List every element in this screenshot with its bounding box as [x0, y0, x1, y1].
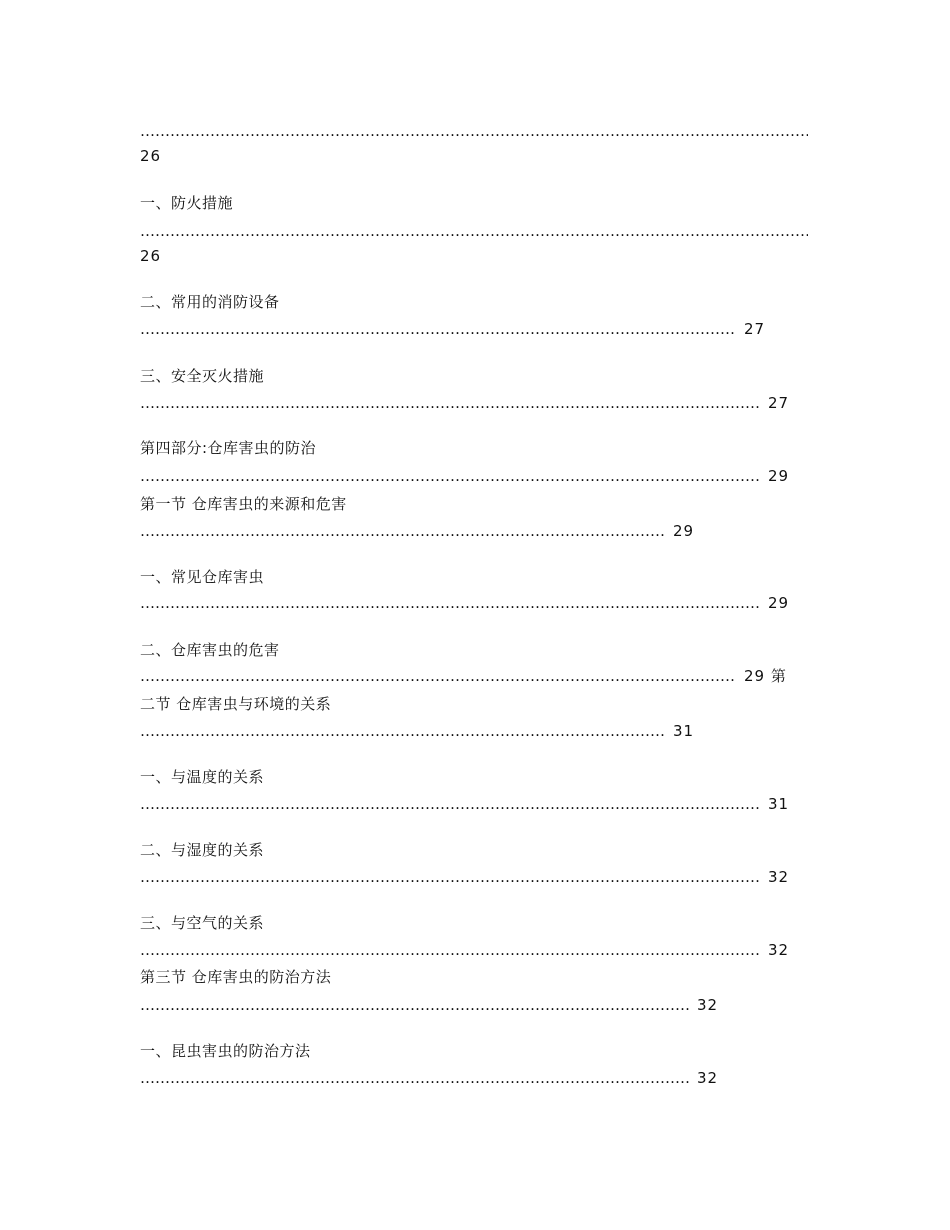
- toc-page-number: 29 第: [744, 667, 787, 685]
- toc-page-number: 29: [673, 522, 695, 540]
- toc-page-number: 32: [697, 996, 719, 1014]
- toc-entry-title: 二、与湿度的关系: [140, 841, 265, 859]
- toc-page-number: 31: [673, 722, 695, 740]
- toc-leader-dots: [140, 221, 808, 241]
- toc-leader-dots: [140, 319, 736, 339]
- toc-entry-title: 第四部分:仓库害虫的防治: [140, 439, 317, 457]
- toc-leader-dots: [140, 593, 760, 613]
- toc-leader-dots: [140, 721, 666, 741]
- toc-page-number: 29: [768, 467, 790, 485]
- toc-leader-dots: [140, 940, 760, 960]
- toc-page-number: 26: [140, 147, 162, 165]
- toc-entry-title: 二、常用的消防设备: [140, 293, 280, 311]
- toc-page-number: 32: [768, 868, 790, 886]
- toc-page-number: 27: [768, 394, 790, 412]
- toc-entry-title: 一、防火措施: [140, 194, 234, 212]
- toc-entry-title: 二节 仓库害虫与环境的关系: [140, 695, 332, 713]
- toc-leader-dots: [140, 466, 760, 486]
- toc-leader-dots: [140, 521, 666, 541]
- toc-page-number: 26: [140, 247, 162, 265]
- toc-leader-dots: [140, 393, 760, 413]
- toc-entry-title: 二、仓库害虫的危害: [140, 641, 280, 659]
- toc-entry-title: 一、昆虫害虫的防治方法: [140, 1042, 311, 1060]
- toc-entry-title: 一、常见仓库害虫: [140, 568, 265, 586]
- toc-entry-title: 一、与温度的关系: [140, 768, 265, 786]
- toc-page-number: 32: [768, 941, 790, 959]
- toc-page-number: 32: [697, 1069, 719, 1087]
- toc-page-number: 31: [768, 795, 790, 813]
- toc-leader-dots: [140, 867, 760, 887]
- toc-entry-title: 第一节 仓库害虫的来源和危害: [140, 495, 347, 513]
- toc-page-number: 27: [744, 320, 766, 338]
- toc-leader-dots: [140, 1068, 690, 1088]
- toc-leader-dots: [140, 995, 690, 1015]
- toc-leader-dots: [140, 794, 760, 814]
- toc-leader-dots: [140, 666, 736, 686]
- toc-entry-title: 三、安全灭火措施: [140, 367, 265, 385]
- toc-leader-dots: [140, 121, 808, 141]
- toc-entry-title: 第三节 仓库害虫的防治方法: [140, 968, 332, 986]
- toc-page-number: 29: [768, 594, 790, 612]
- toc-entry-title: 三、与空气的关系: [140, 914, 265, 932]
